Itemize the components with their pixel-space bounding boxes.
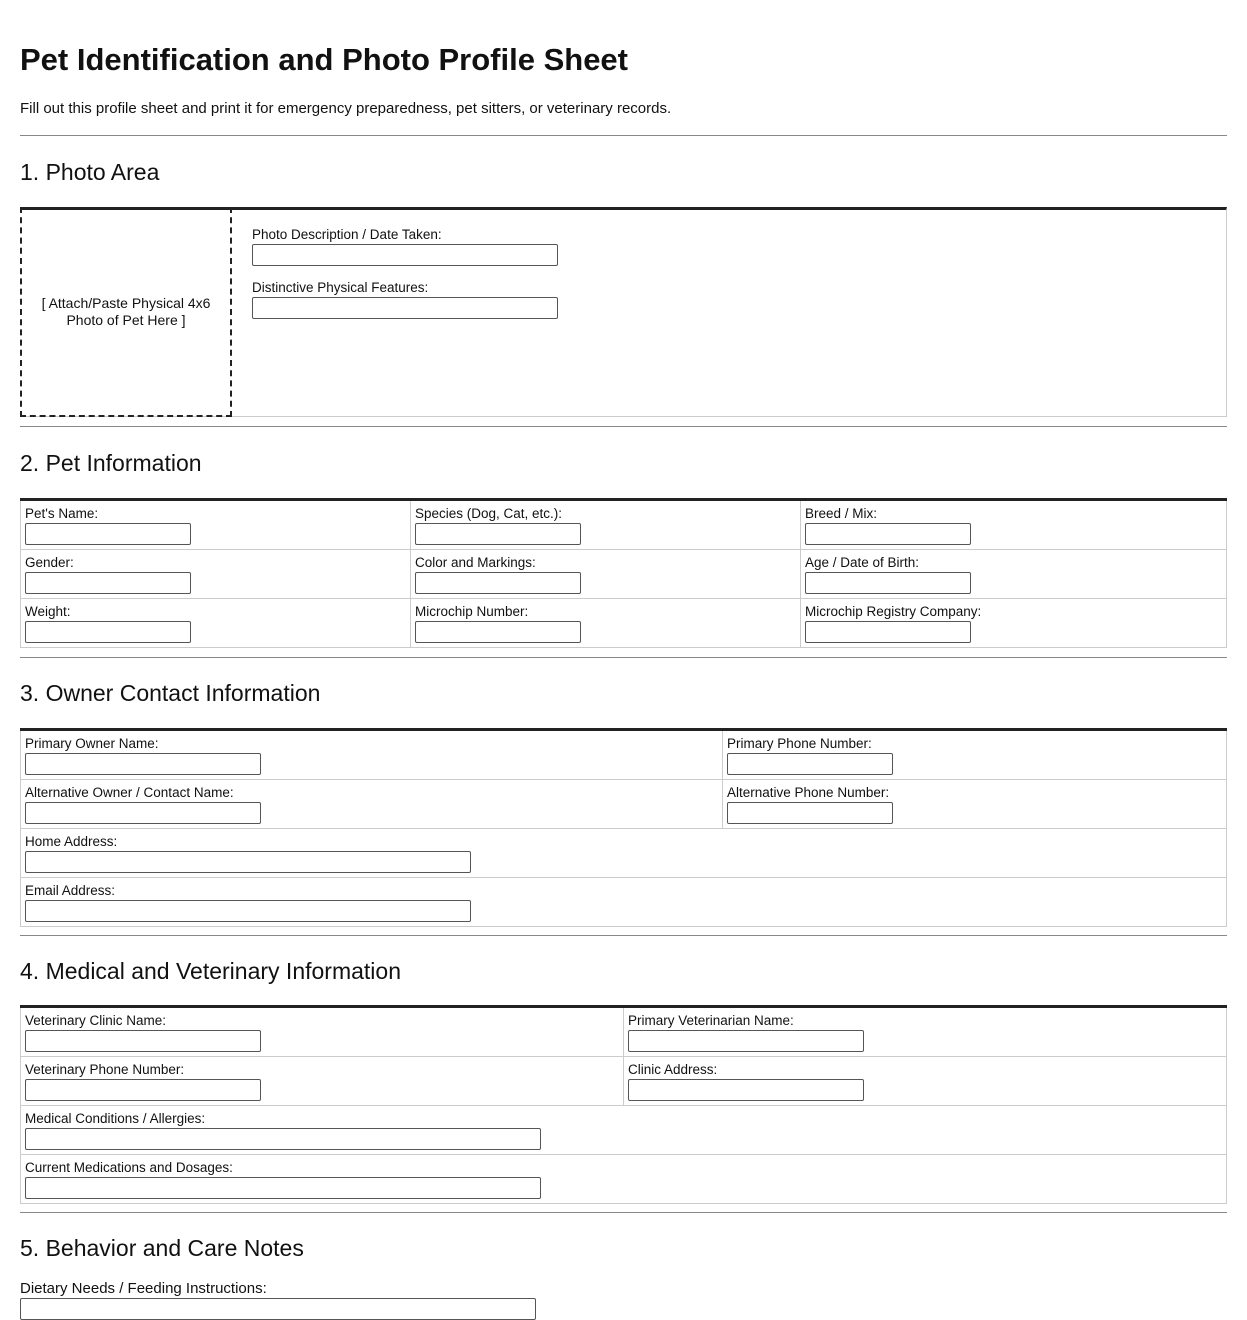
age-cell — [801, 550, 1227, 599]
table-row — [21, 550, 1227, 599]
vet-name-cell — [624, 1007, 1227, 1057]
distinctive-features-label: Distinctive Physical Features: — [252, 280, 429, 295]
medications-label: Current Medications and Dosages: — [25, 1160, 233, 1175]
section-heading-owner: 3. Owner Contact Information — [20, 680, 321, 706]
photo-fields — [232, 210, 558, 416]
page-title: Pet Identification and Photo Profile Sheet — [20, 42, 628, 77]
species-label: Species (Dog, Cat, etc.): — [415, 506, 563, 521]
gender-label: Gender: — [25, 555, 74, 570]
vet-name-label: Primary Veterinarian Name: — [628, 1013, 794, 1028]
divider — [20, 935, 1227, 936]
pet-name-input[interactable] — [25, 523, 191, 545]
table-row — [21, 599, 1227, 648]
table-row — [21, 1057, 1227, 1106]
medical-conditions-cell — [21, 1106, 1227, 1155]
photo-placeholder[interactable] — [20, 207, 232, 417]
gender-cell — [21, 550, 411, 599]
owner-info-table — [20, 728, 1227, 927]
breed-cell — [801, 500, 1227, 550]
weight-label: Weight: — [25, 604, 71, 619]
table-row — [21, 730, 1227, 780]
table-row — [21, 878, 1227, 927]
clinic-name-cell — [21, 1007, 624, 1057]
table-row — [21, 500, 1227, 550]
table-row — [21, 1007, 1227, 1057]
page-subtitle: Fill out this profile sheet and print it for emergency preparedness, pet sitters, or veterinary records. — [20, 100, 672, 117]
alt-owner-cell — [21, 780, 723, 829]
dietary-needs-label: Dietary Needs / Feeding Instructions: — [20, 1280, 267, 1297]
medical-info-table — [20, 1005, 1227, 1204]
table-row — [21, 829, 1227, 878]
photo-description-group — [252, 227, 558, 266]
age-label: Age / Date of Birth: — [805, 555, 920, 570]
primary-phone-input[interactable] — [727, 753, 893, 775]
age-input[interactable] — [805, 572, 971, 594]
distinctive-features-group — [252, 280, 558, 319]
microchip-number-label: Microchip Number: — [415, 604, 529, 619]
vet-phone-cell — [21, 1057, 624, 1106]
species-cell — [411, 500, 801, 550]
pet-name-label: Pet's Name: — [25, 506, 99, 521]
email-cell — [21, 878, 1227, 927]
vet-name-input[interactable] — [628, 1030, 864, 1052]
alt-owner-label: Alternative Owner / Contact Name: — [25, 785, 234, 800]
divider — [20, 135, 1227, 136]
vet-phone-label: Veterinary Phone Number: — [25, 1062, 185, 1077]
clinic-address-label: Clinic Address: — [628, 1062, 718, 1077]
divider — [20, 1212, 1227, 1213]
clinic-address-cell — [624, 1057, 1227, 1106]
color-markings-cell — [411, 550, 801, 599]
home-address-label: Home Address: — [25, 834, 118, 849]
microchip-registry-cell — [801, 599, 1227, 648]
distinctive-features-input[interactable] — [252, 297, 558, 319]
dietary-needs-input[interactable] — [20, 1298, 536, 1320]
medical-conditions-input[interactable] — [25, 1128, 541, 1150]
microchip-number-input[interactable] — [415, 621, 581, 643]
table-row — [21, 1106, 1227, 1155]
alt-owner-input[interactable] — [25, 802, 261, 824]
primary-phone-cell — [723, 730, 1227, 780]
section-heading-behavior: 5. Behavior and Care Notes — [20, 1235, 304, 1261]
color-markings-input[interactable] — [415, 572, 581, 594]
email-label: Email Address: — [25, 883, 116, 898]
microchip-number-cell — [411, 599, 801, 648]
pet-info-table — [20, 498, 1227, 648]
clinic-address-input[interactable] — [628, 1079, 864, 1101]
email-input[interactable] — [25, 900, 471, 922]
section-heading-pet-info: 2. Pet Information — [20, 450, 202, 476]
table-row — [21, 1155, 1227, 1204]
weight-cell — [21, 599, 411, 648]
color-markings-label: Color and Markings: — [415, 555, 536, 570]
divider — [20, 657, 1227, 658]
medications-cell — [21, 1155, 1227, 1204]
table-row — [21, 780, 1227, 829]
alt-phone-input[interactable] — [727, 802, 893, 824]
section-heading-medical: 4. Medical and Veterinary Information — [20, 958, 401, 984]
behavior-fields — [20, 1281, 1227, 1320]
clinic-name-input[interactable] — [25, 1030, 261, 1052]
alt-phone-cell — [723, 780, 1227, 829]
primary-owner-cell — [21, 730, 723, 780]
medications-input[interactable] — [25, 1177, 541, 1199]
species-input[interactable] — [415, 523, 581, 545]
vet-phone-input[interactable] — [25, 1079, 261, 1101]
divider — [20, 426, 1227, 427]
pet-name-cell — [21, 500, 411, 550]
microchip-registry-input[interactable] — [805, 621, 971, 643]
medical-conditions-label: Medical Conditions / Allergies: — [25, 1111, 206, 1126]
primary-owner-input[interactable] — [25, 753, 261, 775]
primary-phone-label: Primary Phone Number: — [727, 736, 872, 751]
section-heading-photo: 1. Photo Area — [20, 159, 160, 185]
home-address-cell — [21, 829, 1227, 878]
primary-owner-label: Primary Owner Name: — [25, 736, 159, 751]
microchip-registry-label: Microchip Registry Company: — [805, 604, 982, 619]
photo-description-input[interactable] — [252, 244, 558, 266]
photo-placeholder-text: [ Attach/Paste Physical 4x6 Photo of Pet Here ] — [41, 295, 211, 328]
alt-phone-label: Alternative Phone Number: — [727, 785, 890, 800]
breed-label: Breed / Mix: — [805, 506, 878, 521]
photo-description-label: Photo Description / Date Taken: — [252, 227, 442, 242]
photo-area — [20, 207, 1227, 417]
weight-input[interactable] — [25, 621, 191, 643]
clinic-name-label: Veterinary Clinic Name: — [25, 1013, 167, 1028]
home-address-input[interactable] — [25, 851, 471, 873]
breed-input[interactable] — [805, 523, 971, 545]
gender-input[interactable] — [25, 572, 191, 594]
